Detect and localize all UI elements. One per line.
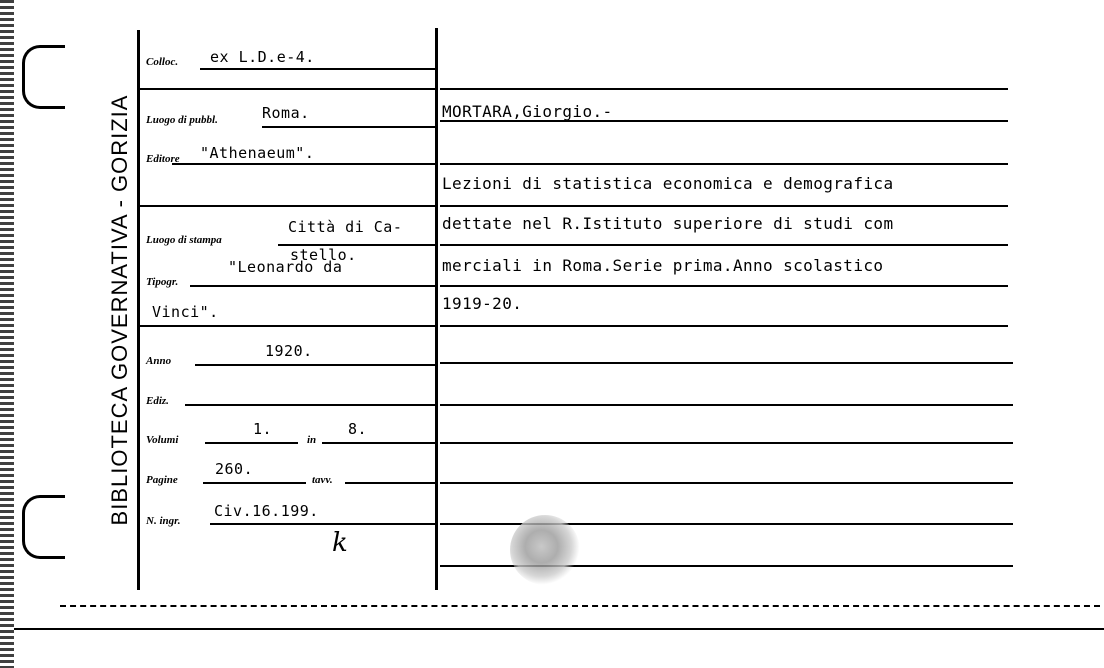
label-luogo-pubbl: Luogo di pubbl. bbox=[146, 114, 218, 126]
rule-in bbox=[322, 442, 435, 444]
punch-hole-bottom bbox=[22, 495, 65, 559]
rule-right-7 bbox=[440, 362, 1013, 364]
rule-right-8 bbox=[440, 404, 1013, 406]
handwritten-initial: k bbox=[332, 528, 348, 558]
value-luogo-stampa-cont: stello. bbox=[290, 246, 357, 264]
value-editore: "Athenaeum". bbox=[200, 144, 315, 162]
bottom-edge-line bbox=[14, 628, 1104, 630]
label-in: in bbox=[307, 434, 317, 446]
center-divider-line bbox=[435, 28, 438, 590]
rule-right-10 bbox=[440, 482, 1013, 484]
title-line-4: 1919-20. bbox=[442, 294, 523, 313]
rule-right-2 bbox=[440, 163, 1008, 165]
rule-right-9 bbox=[440, 442, 1013, 444]
rule-right-4 bbox=[440, 244, 1008, 246]
rule-section-2 bbox=[140, 205, 435, 207]
label-pagine: Pagine bbox=[146, 474, 178, 486]
value-luogo-pubbl: Roma. bbox=[262, 104, 310, 122]
value-tipogr-cont: Vinci". bbox=[152, 303, 219, 321]
label-tipogr: Tipogr. bbox=[146, 276, 179, 288]
rule-volumi bbox=[205, 442, 298, 444]
rule-right-6 bbox=[440, 325, 1008, 327]
rule-luogo-pubbl bbox=[262, 126, 435, 128]
value-pagine: 260. bbox=[215, 460, 254, 478]
rule-right-5 bbox=[440, 285, 1008, 287]
library-title-text: BIBLIOTECA GOVERNATIVA - GORIZIA bbox=[107, 94, 132, 526]
left-border-line bbox=[137, 30, 140, 590]
label-luogo-stampa: Luogo di stampa bbox=[146, 234, 222, 246]
rule-right-3 bbox=[440, 205, 1008, 207]
punch-hole-top bbox=[22, 45, 65, 109]
rule-tavv bbox=[345, 482, 435, 484]
rule-colloc bbox=[200, 68, 435, 70]
author-heading: MORTARA,Giorgio.- bbox=[442, 102, 613, 121]
rule-anno bbox=[195, 364, 435, 366]
rule-section-3 bbox=[140, 325, 435, 327]
label-editore: Editore bbox=[146, 153, 180, 165]
title-line-3: merciali in Roma.Serie prima.Anno scolastico bbox=[442, 256, 884, 275]
card-left-edge bbox=[0, 0, 14, 668]
value-luogo-stampa: Città di Ca- bbox=[288, 218, 403, 236]
label-colloc: Colloc. bbox=[146, 56, 179, 68]
rule-section-1 bbox=[140, 88, 435, 90]
bottom-dashed-line bbox=[60, 605, 1100, 607]
value-volumi: 1. bbox=[253, 420, 273, 438]
rule-n-ingr bbox=[210, 523, 435, 525]
rule-right-1 bbox=[440, 88, 1008, 90]
value-anno: 1920. bbox=[265, 342, 313, 360]
label-n-ingr: N. ingr. bbox=[146, 515, 181, 527]
library-stamp bbox=[510, 515, 580, 585]
value-in: 8. bbox=[348, 420, 368, 438]
rule-pagine bbox=[203, 482, 306, 484]
library-title-vertical bbox=[102, 80, 138, 540]
value-tipogr: "Leonardo da bbox=[228, 258, 343, 276]
value-colloc: ex L.D.e-4. bbox=[210, 48, 315, 66]
label-volumi: Volumi bbox=[146, 434, 179, 446]
label-tavv: tavv. bbox=[312, 474, 333, 486]
title-line-1: Lezioni di statistica economica e demografica bbox=[442, 174, 894, 193]
rule-tipogr bbox=[190, 285, 435, 287]
label-anno: Anno bbox=[146, 355, 172, 367]
value-n-ingr: Civ.16.199. bbox=[214, 502, 319, 520]
label-ediz: Ediz. bbox=[146, 395, 169, 407]
rule-ediz bbox=[185, 404, 435, 406]
title-line-2: dettate nel R.Istituto superiore di studi com bbox=[442, 214, 894, 233]
rule-editore bbox=[172, 163, 435, 165]
